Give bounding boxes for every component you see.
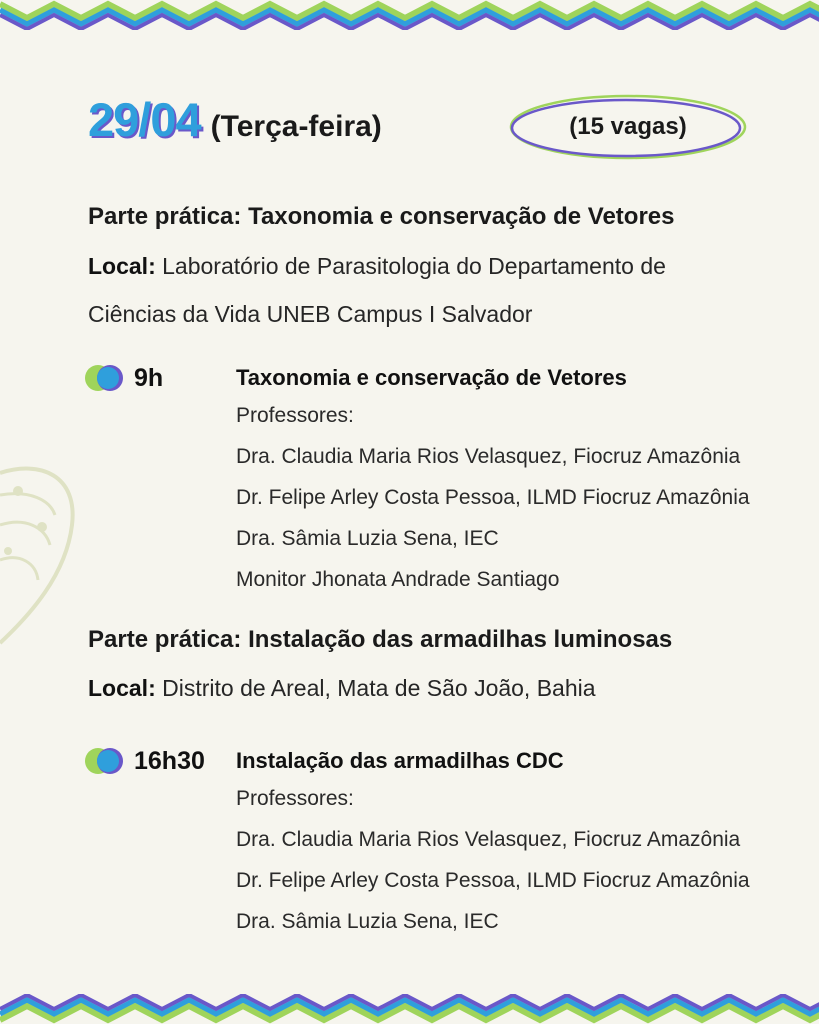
session1-time: 9h: [134, 364, 164, 392]
part2-title: Parte prática: Instalação das armadilhas luminosas: [88, 626, 673, 653]
vagas-text: (15 vagas): [569, 113, 687, 140]
session1-block: [236, 361, 796, 600]
weekday-text: (Terça-feira): [210, 110, 382, 143]
session1-title: Taxonomia e conservação de Vetores: [236, 365, 627, 390]
session1-line: Professores:: [236, 404, 354, 427]
vagas-badge: [508, 92, 748, 162]
date-header: [88, 92, 382, 147]
session2-block: [236, 744, 796, 942]
session2-time: 16h30: [134, 747, 205, 775]
part2-local: [88, 664, 728, 712]
part1-local: [88, 242, 728, 338]
session2-title: Instalação das armadilhas CDC: [236, 748, 564, 773]
session1-dots-icon: [84, 364, 126, 392]
decorative-leaf-icon: [0, 455, 80, 645]
part2-local-label: Local:: [88, 675, 156, 701]
session1-line: Monitor Jhonata Andrade Santiago: [236, 568, 560, 591]
session1-line: Dra. Sâmia Luzia Sena, IEC: [236, 527, 499, 550]
session2-dots-icon: [84, 747, 126, 775]
session2-line: Dra. Claudia Maria Rios Velasquez, Fiocruz Amazônia: [236, 828, 741, 851]
bottom-zigzag-border: [0, 994, 819, 1024]
session2-line: Dr. Felipe Arley Costa Pessoa, ILMD Fiocruz Amazônia: [236, 869, 750, 892]
part1-local-text: Laboratório de Parasitologia do Departamento de Ciências da Vida UNEB Campus I Salvador: [88, 253, 666, 327]
session2-line: Professores:: [236, 787, 354, 810]
top-zigzag-border: [0, 0, 819, 30]
part2-local-text: Distrito de Areal, Mata de São João, Bahia: [162, 675, 596, 701]
part1-title: Parte prática: Taxonomia e conservação de Vetores: [88, 203, 675, 230]
date-text: 29/04: [88, 93, 201, 146]
session2-line: Dra. Sâmia Luzia Sena, IEC: [236, 910, 499, 933]
session1-line: Dra. Claudia Maria Rios Velasquez, Fiocruz Amazônia: [236, 445, 741, 468]
part1-local-label: Local:: [88, 253, 156, 279]
session1-line: Dr. Felipe Arley Costa Pessoa, ILMD Fiocruz Amazônia: [236, 486, 750, 509]
